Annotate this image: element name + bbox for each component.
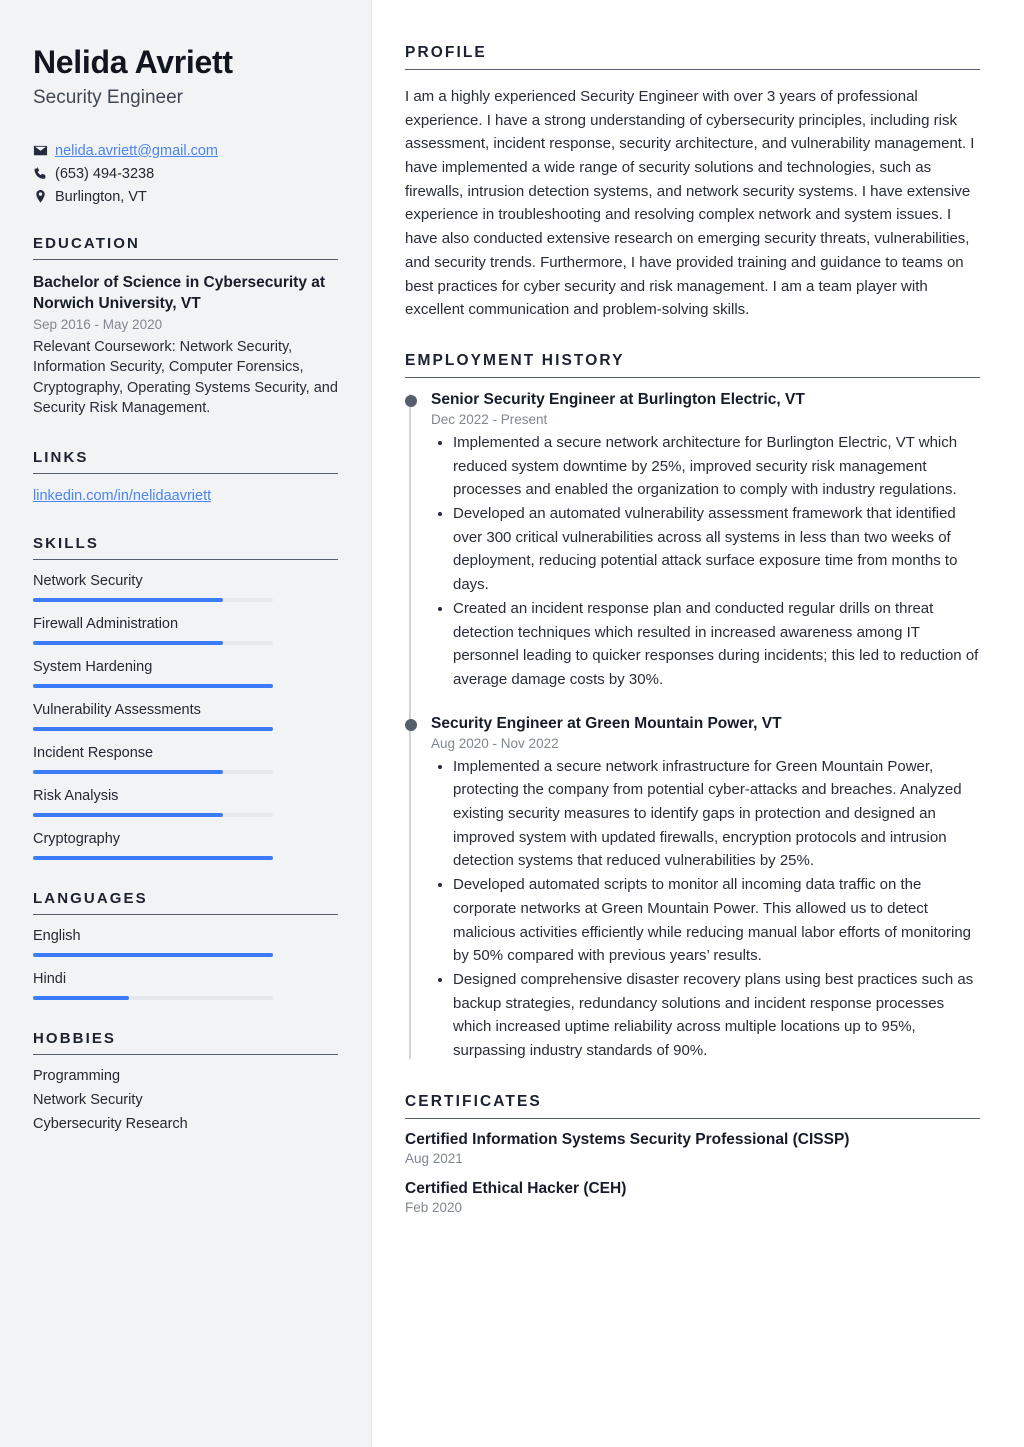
skill-meter-track <box>33 684 273 688</box>
skill-item <box>33 745 338 774</box>
skill-label: System Hardening <box>33 658 153 675</box>
languages-list <box>33 928 338 1000</box>
section-heading-skills: SKILLS <box>33 534 99 552</box>
employment-title: Senior Security Engineer at Burlington Electric, VT <box>431 390 805 408</box>
skill-item <box>33 788 338 817</box>
timeline-dot-icon <box>405 719 417 731</box>
divider <box>33 473 338 474</box>
phone-number: (653) 494-3238 <box>55 165 155 182</box>
employment-title: Security Engineer at Green Mountain Power, VT <box>431 714 782 732</box>
employment-timeline <box>405 390 980 1063</box>
certificate-item <box>405 1131 980 1166</box>
language-meter-track <box>33 996 273 1000</box>
language-label: English <box>33 927 81 944</box>
language-item <box>33 971 338 1000</box>
employment-bullet: • Designed comprehensive disaster recovery plans using best practices such as backup strategies, redundancy solutions and incident response processes which increased uptime reliability across multiple locations up to 95%, surpassing industry standards of 90%. <box>453 968 980 1063</box>
skill-meter-fill <box>33 813 223 817</box>
divider <box>405 1118 980 1119</box>
section-education <box>33 235 338 419</box>
skill-item <box>33 573 338 602</box>
skill-label: Firewall Administration <box>33 615 179 632</box>
divider <box>33 259 338 260</box>
employment-bullet: • Implemented a secure network infrastructure for Green Mountain Power, protecting the company from potential cyber-attacks and breaches. Analyzed existing security measures to identify gaps in protection and designed an improved system with updated firewalls, encryption protocols and intrusion detection systems that reduced vulnerabilities by 25%. <box>453 755 980 873</box>
skill-item <box>33 616 338 645</box>
divider <box>33 1054 338 1055</box>
divider <box>33 559 338 560</box>
certificate-title: Certified Ethical Hacker (CEH) <box>405 1179 627 1197</box>
divider <box>405 69 980 70</box>
section-links <box>33 449 338 505</box>
language-item <box>33 928 338 957</box>
location-pin-icon <box>33 189 55 204</box>
hobby-item: Cybersecurity Research <box>33 1115 188 1132</box>
divider <box>33 914 338 915</box>
skill-meter-fill <box>33 727 273 731</box>
skill-meter-fill <box>33 641 223 645</box>
employment-bullets <box>431 755 980 1063</box>
education-description: Relevant Coursework: Network Security, Information Security, Computer Forensics, Cryptography, Operating Systems Security, and Security Risk Management. <box>33 338 338 417</box>
section-heading-profile: PROFILE <box>405 44 487 61</box>
language-meter-fill <box>33 996 129 1000</box>
skill-label: Vulnerability Assessments <box>33 701 201 718</box>
education-degree: Bachelor of Science in Cybersecurity at Norwich University, VT <box>33 273 326 312</box>
section-employment-history <box>405 352 980 1063</box>
envelope-icon <box>33 143 55 158</box>
skill-meter-fill <box>33 684 273 688</box>
certificate-item <box>405 1180 980 1215</box>
contact-item-location <box>33 189 338 205</box>
hobby-item: Network Security <box>33 1091 143 1108</box>
employment-entry <box>431 390 980 692</box>
education-date: Sep 2016 - May 2020 <box>33 316 163 332</box>
hobbies-list <box>33 1068 338 1132</box>
skill-meter-track <box>33 641 273 645</box>
skill-label: Incident Response <box>33 744 154 761</box>
skill-item <box>33 702 338 731</box>
section-heading-education: EDUCATION <box>33 234 140 252</box>
section-heading-languages: LANGUAGES <box>33 889 148 907</box>
skill-meter-track <box>33 770 273 774</box>
certificates-list <box>405 1131 980 1215</box>
candidate-name: Nelida Avriett <box>33 44 233 80</box>
section-heading-certificates: CERTIFICATES <box>405 1092 542 1110</box>
email-link[interactable]: nelida.avriett@gmail.com <box>55 142 219 159</box>
skill-label: Cryptography <box>33 830 121 847</box>
employment-bullets <box>431 431 980 692</box>
skill-meter-track <box>33 727 273 731</box>
contact-item-phone <box>33 166 338 182</box>
location-text: Burlington, VT <box>55 188 147 205</box>
profile-text: I am a highly experienced Security Engineer with over 3 years of professional experience. I have a strong understanding of cybersecurity principles, including risk assessment, incident response, security architecture, and vulnerability management. I have implemented a wide range of security solutions and technologies, such as firewalls, intrusion detection systems, and network security systems. I have extensive experience in troubleshooting and resolving complex network and system issues. I have also conducted extensive research on emerging security threats, vulnerabilities, and security trends. Furthermore, I have provided training and guidance to teams on best practices for cyber security and risk management. I am a team player with excellent communication and problem-solving skills. <box>405 88 975 319</box>
section-languages <box>33 890 338 1000</box>
skill-meter-fill <box>33 856 273 860</box>
phone-icon <box>33 166 55 181</box>
link-item-linkedin[interactable]: linkedin.com/in/nelidaavriett <box>33 487 212 504</box>
section-heading-employment: EMPLOYMENT HISTORY <box>405 351 625 369</box>
skill-meter-fill <box>33 598 223 602</box>
section-heading-hobbies: HOBBIES <box>33 1029 117 1047</box>
skill-meter-fill <box>33 770 223 774</box>
skills-list <box>33 573 338 860</box>
section-hobbies <box>33 1030 338 1132</box>
section-certificates <box>405 1093 980 1215</box>
skill-meter-track <box>33 598 273 602</box>
employment-bullet: • Developed automated scripts to monitor all incoming data traffic on the corporate networks at Green Mountain Power. This allowed us to detect malicious activities efficiently while reducing manual labor efforts of monitoring by 50% compared with previous years’ results. <box>453 873 980 968</box>
divider <box>405 377 980 378</box>
skill-label: Network Security <box>33 572 143 589</box>
employment-date: Aug 2020 - Nov 2022 <box>431 735 559 751</box>
employment-entry <box>431 714 980 1063</box>
section-skills <box>33 535 338 860</box>
skill-meter-track <box>33 856 273 860</box>
certificate-date: Feb 2020 <box>405 1199 463 1215</box>
skill-item <box>33 831 338 860</box>
skill-label: Risk Analysis <box>33 787 119 804</box>
language-meter-track <box>33 953 273 957</box>
timeline-dot-icon <box>405 395 417 407</box>
section-profile <box>405 44 980 322</box>
sidebar <box>0 0 372 1447</box>
language-meter-fill <box>33 953 273 957</box>
contact-list <box>33 143 338 205</box>
employment-date: Dec 2022 - Present <box>431 412 548 428</box>
contact-item-email[interactable] <box>33 143 338 159</box>
certificate-date: Aug 2021 <box>405 1150 463 1166</box>
hobby-item: Programming <box>33 1067 121 1084</box>
main-content <box>372 0 1024 1447</box>
skill-meter-track <box>33 813 273 817</box>
employment-bullet: • Developed an automated vulnerability assessment framework that identified over 300 critical vulnerabilities across all systems in less than two weeks of deployment, reducing potential attack surface exposure time from months to days. <box>453 502 980 597</box>
section-heading-links: LINKS <box>33 448 89 466</box>
employment-bullet: • Implemented a secure network architecture for Burlington Electric, VT which reduced system downtime by 25%, improved security risk management processes and enabled the organization to comply with industry regulations. <box>453 431 980 502</box>
language-label: Hindi <box>33 970 67 987</box>
candidate-role: Security Engineer <box>33 86 183 108</box>
skill-item <box>33 659 338 688</box>
certificate-title: Certified Information Systems Security Professional (CISSP) <box>405 1130 850 1148</box>
employment-bullet: • Created an incident response plan and conducted regular drills on threat detection techniques which resulted in increased awareness among IT personnel leading to quicker responses during incidents; this led to reduction of average damage costs by 30%. <box>453 597 980 692</box>
